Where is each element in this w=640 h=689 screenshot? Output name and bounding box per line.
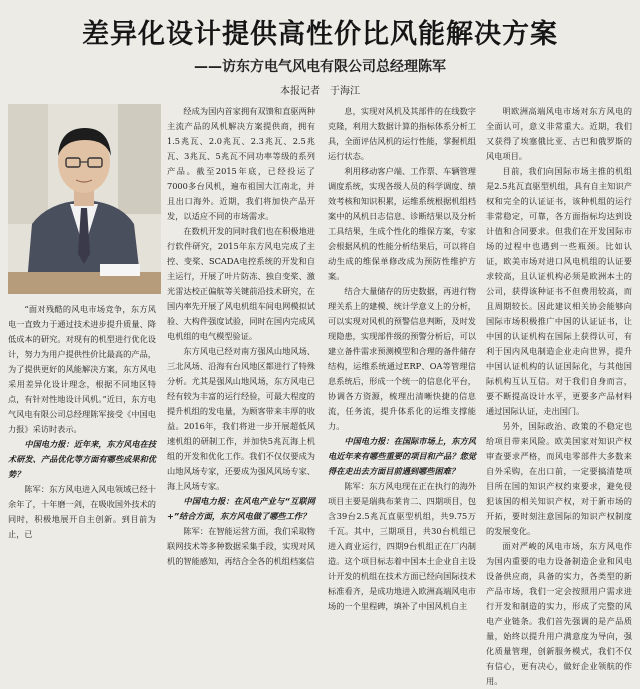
portrait-illustration <box>8 104 161 294</box>
paragraph: 经成为国内首家拥有双馈和直驱两种主流产品的风机解决方案提供商，拥有1.5兆瓦、2.0兆瓦、2.3兆瓦、2.5兆瓦、3兆瓦、5兆瓦不同功率等级的系列产品。截至2015年底，已经投运了7000多台风机，遍布祖国大江南北，并且出口海外。近期，我们将加快产品开发，以适应不同的市场需求。 <box>167 106 315 221</box>
article-column-4 <box>486 104 632 686</box>
portrait-photo <box>8 104 161 294</box>
answer-paragraph: 陈军：东方风电现在正在执行的海外项目主要是瑞典布莱肯二、四期项目，包含39台2.5兆瓦直驱型机组，共9.75万千瓦。其中，三期项目，共30台机组已进入商业运行，四期9台机组正在厂内制造。这个项目标志着中国本土企业自主设计开发的机组在技术方面已经向国际技术标准看齐，是成功地进入欧洲高端风电市场的一个里程碑，填补了中国风机自主 <box>328 481 476 611</box>
article-subtitle: ——访东方电气风电有限公司总经理陈军 <box>194 59 446 75</box>
paragraph: 结合大量储存的历史数据，再进行物理关系上的建模、统计学意义上的分析，可以实现对风机的预警信息判断，及时发现隐患，实现部件级的预警分析后，可以建立备件需求预测模型和合理的备件储存结构，运维系统通过ERP、OA等管理信息系统后，形成一个统一的信息化平台，协调各方资源，梳理出清晰快捷的信息流，任务流，提升体系化的运维支撑能力。 <box>328 286 476 431</box>
paragraph: 目前，我们向国际市场主推的机组是2.5兆瓦直驱型机组，具有自主知识产权和完全的认证证书，该种机组的运行非常稳定，可靠，各方面指标均达到设计值和合同要求。但我们在开发国际市场的过程中也遇到一些瓶颈。比如认证，欧美市场对进口风电机组的认证要求较高，且认证机构必须是欧洲本土的公司，获得该种证书不但费用较高，而且周期较长。因此建议相关协会能够向国际市场积极推广中国的认证证书，让中国的认证机构在国际上获得认可，有利于国内风电制造企业走向世界，提升中国认证机构的认证国际化，与其他国际机构互认互信。对于我们自身而言，要不断提高设计水平，更要多产品材料通过国际认证，走出国门。 <box>486 166 632 416</box>
paragraph: 明欧洲高端风电市场对东方风电的全面认可，意义非常重大。近期，我们又获得了埃塞俄比亚、古巴和俄罗斯的风电项目。 <box>486 106 632 161</box>
paragraph: 另外，国际政治、政策的不稳定也给项目带来风险。欧美国家对知识产权审查要求严格，而风电零部件大多数来自外采购，在出口前，一定要搞清楚项目所在国的知识产权约束要求，避免侵犯该国的相关知识产权，对于新市场的开拓，要时刻注意国际的知识产权制度的发展变化。 <box>486 421 632 536</box>
article-title: 差异化设计提供高性价比风能解决方案 <box>82 19 558 50</box>
question-paragraph: 中国电力报：在风电产业与“互联网+”结合方面，东方风电做了哪些工作？ <box>167 496 315 521</box>
article-column-3 <box>328 104 476 611</box>
paragraph: 利用移动客户端、工作票、车辆管理调度系统，实现各级人员的科学调度、绩效考核和知识积累，运维系统根据机组档案中的风机日志信息、诊断结果以及分析工具结果，生成个性化的维保方案，专家会根据风机的性能分析结果后，可以将自动生成的维保单修改成为预防性维护方案。 <box>328 166 476 281</box>
question-paragraph: 中国电力报：在国际市场上，东方风电近年来有哪些重要的项目和产品？您觉得在走出去方面目前遇到哪些困难？ <box>328 436 476 476</box>
article-byline: 本报记者 于海江 <box>280 86 360 97</box>
answer-paragraph: 陈军：东方风电进入风电领域已经十余年了，十年磨一剑，在吸收国外技术的同时，积极地展开自主创新。到目前为止，已 <box>8 484 156 539</box>
paragraph: 在数机开发的同时我们也在积极地进行软件研究，2015年东方风电完成了主控、变桨、SCADA电控系统的开发和自主运行，开展了叶片防冻、独自变桨、激光雷达校正偏航等关键前沿技术研究，在国内率先开展了风电机组车间电网模拟试验、大构件强度试验，同时在国内完成风电机组的电气模型验证。 <box>167 226 315 341</box>
article-column-1 <box>8 302 156 539</box>
paragraph: “面对残酷的风电市场竞争，东方风电一直致力于通过技术进步提升质量、降低成本的研究。对现有的机型进行优化设计，努力为用户提供性价比最高的产品，为了提供更好的风能解决方案，东方风电采用差异化设计理念，根据不同地区特点，有针对性地设计风机。”近日，东方电气风电有限公司总经理陈军接受《中国电力报》采访时表示。 <box>8 304 156 434</box>
article-column-2 <box>167 104 315 566</box>
paragraph: 面对严峻的风电市场，东方风电作为国内重要的电力设备制造企业和风电设备供应商，具备的实力，各类型的新产品市场，我们一定会按照用户需求进行开发和制造的实力，形成了完整的风电产业链条。我们首先强调的是产品质量，始终以提升用户满意度为导向，强化质量管理，创新服务模式，我们不仅有信心，更有决心，做好企业领航的作用。 <box>486 541 632 686</box>
question-paragraph: 中国电力报：近年来，东方风电在技术研发、产品优化等方面有哪些成果和优势？ <box>8 439 156 479</box>
paragraph: 东方风电已经对南方强风山地风场、三北风场、沿海有台风地区都进行了特殊分析。尤其是强风山地风场，东方风电已经有较为丰富的运行经验，可最大程度的提升机组的发电量，为顾客带来丰厚的收益。2016年，我们将进一步开展超低风速机组的研制工作，并加快5兆瓦海上机组的开发和优化工作。我们不仅仅要成为山地风场专家，还要成为强风风场专家、海上风场专家。 <box>167 346 315 491</box>
paragraph: 息，实现对风机及其部件的在线数字克隆，利用大数据计算的指标体系分析工具，全面评估风机的运行性能，掌握机组运行状态。 <box>328 106 476 161</box>
answer-paragraph: 陈军：在智能运营方面，我们采取物联网技术等多种数据采集手段，实现对风机的智能感知，再结合全各的机组档案信 <box>167 526 315 566</box>
